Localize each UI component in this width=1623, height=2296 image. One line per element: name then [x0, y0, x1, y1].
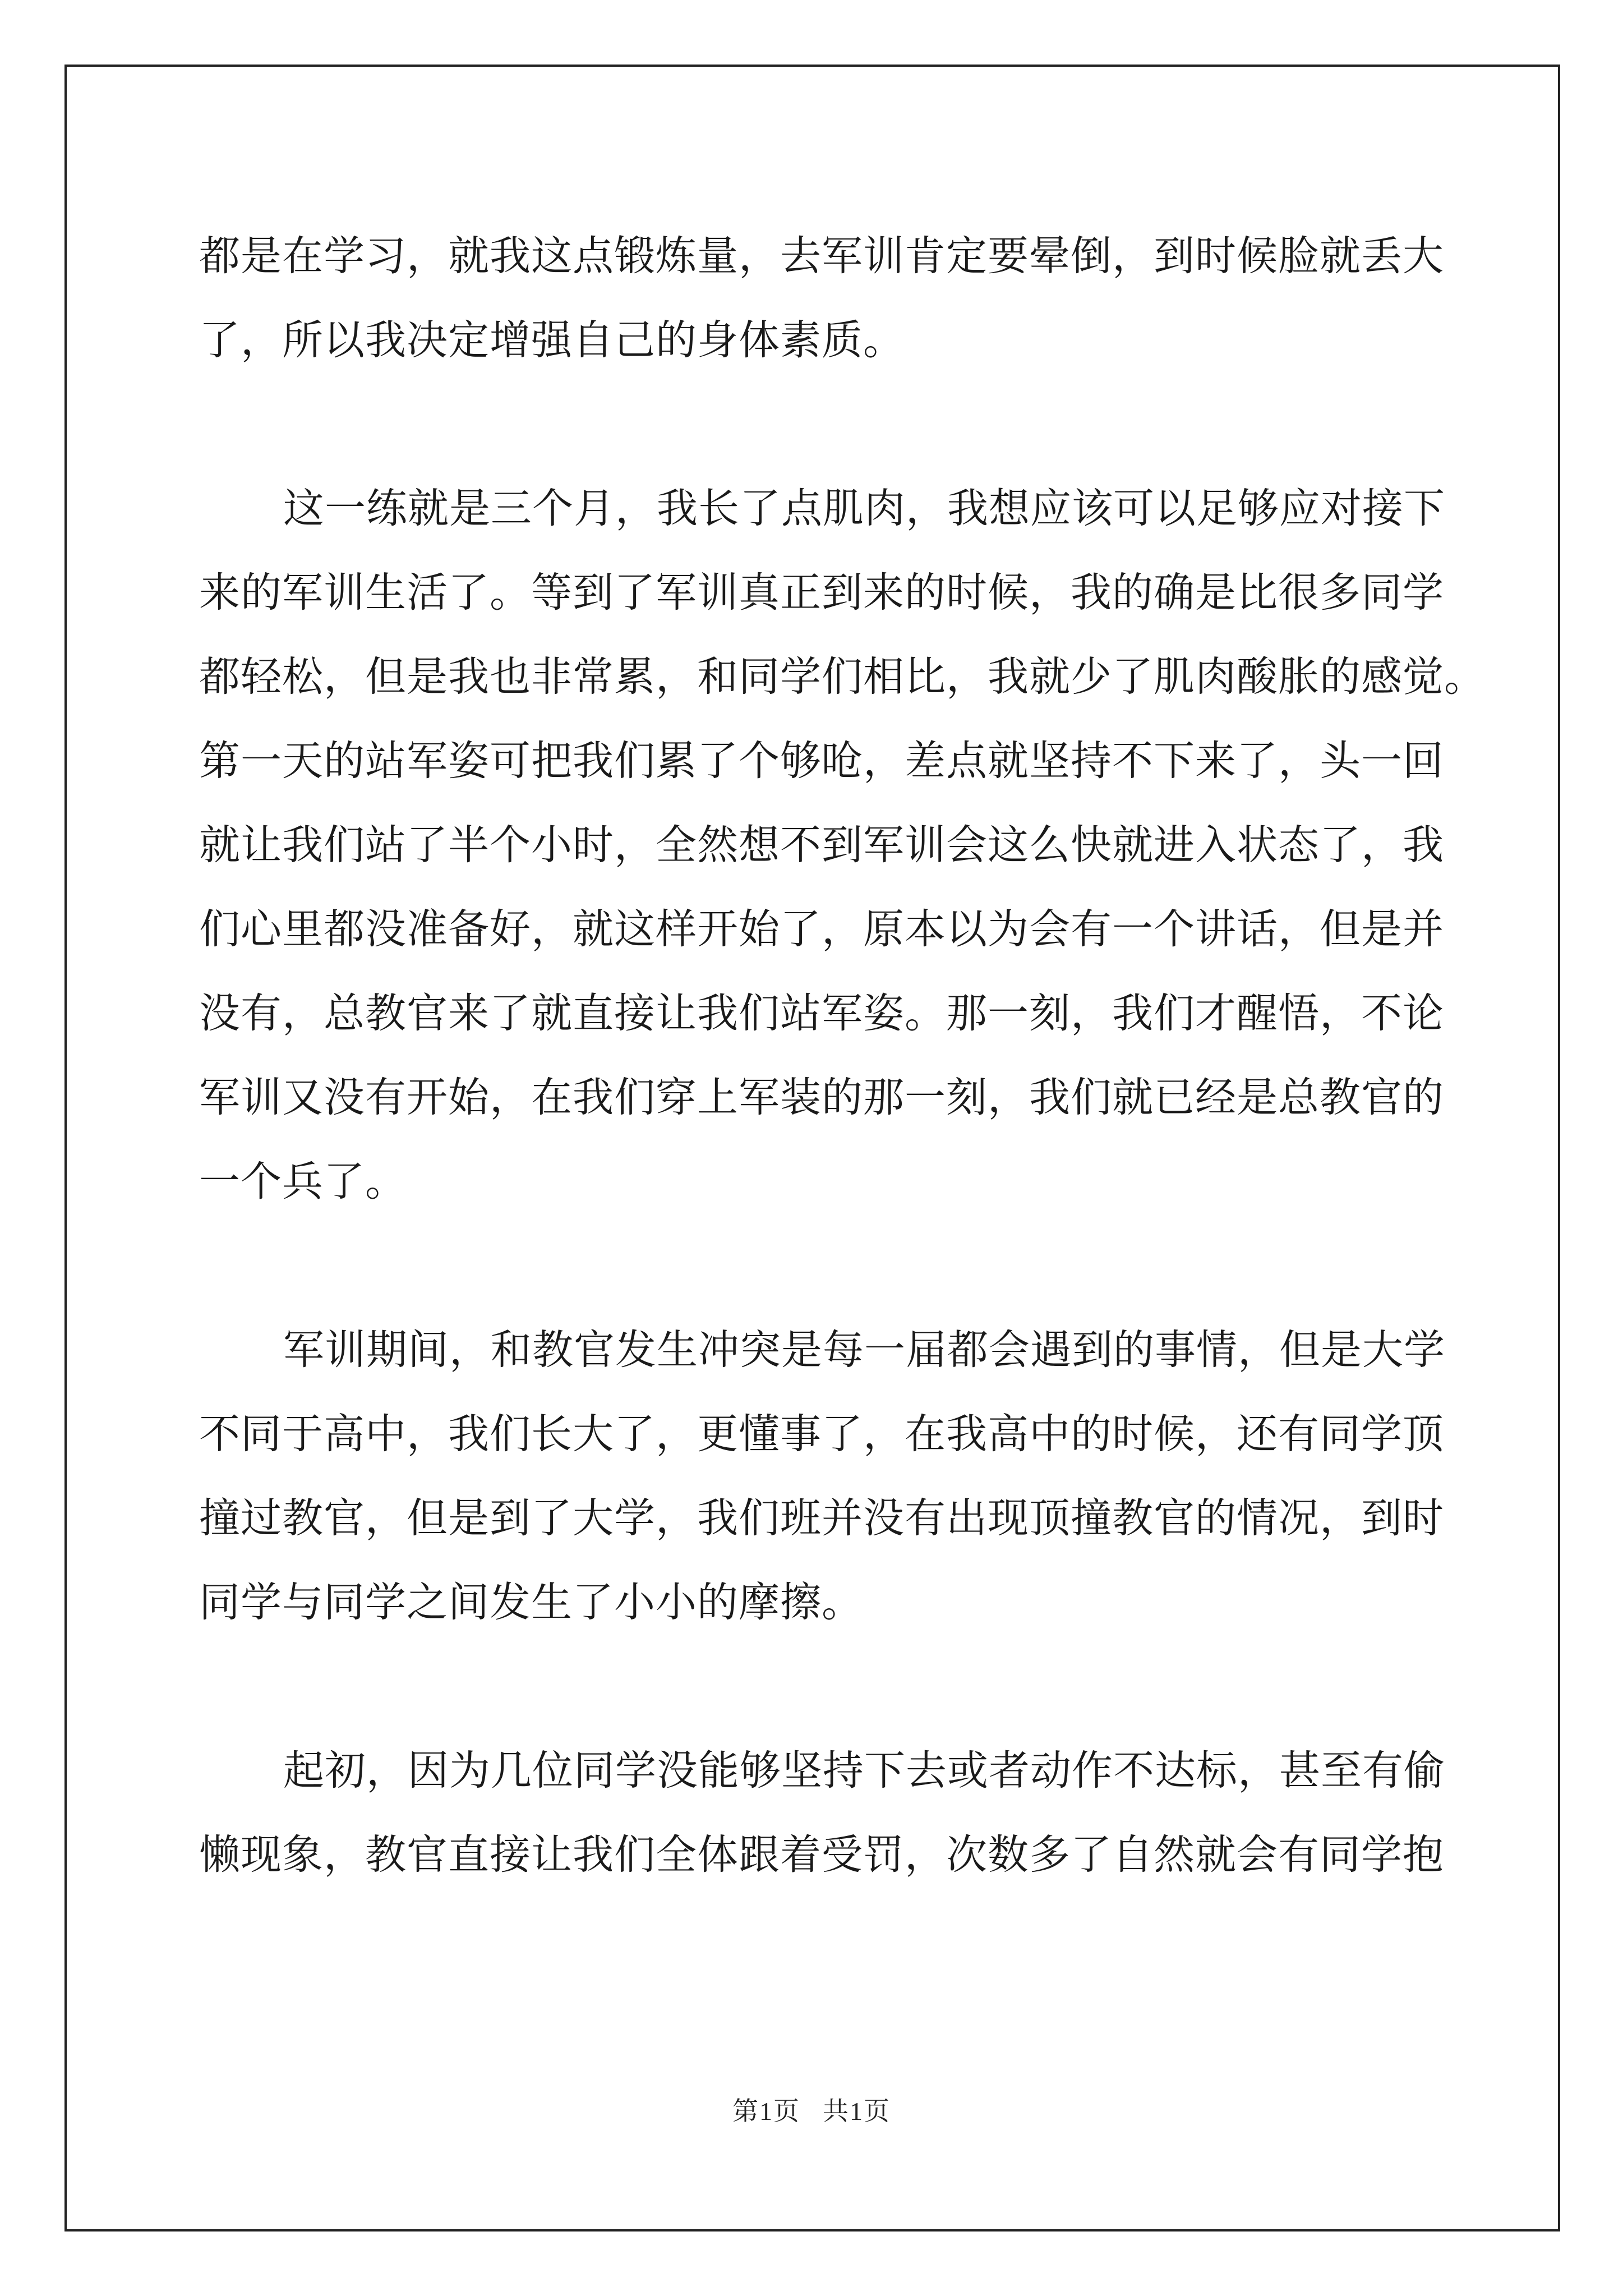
text-line: 一个兵了。	[199, 1158, 407, 1205]
text-line: 都轻松，但是我也非常累，和同学们相比，我就少了肌肉酸胀的感觉。	[199, 653, 1486, 701]
document-body	[199, 214, 1486, 1897]
page-footer	[0, 2091, 1623, 2128]
text-line: 撞过教官，但是到了大学，我们班并没有出现顶撞教官的情况，到时	[199, 1494, 1444, 1542]
paragraph-first-line: 这一练就是三个月，我长了点肌肉，我想应该可以足够应对接下	[283, 485, 1445, 532]
text-line: 同学与同学之间发生了小小的摩擦。	[199, 1579, 863, 1626]
text-line: 都是在学习，就我这点锻炼量，去军训肯定要晕倒，到时候脸就丢大	[199, 232, 1444, 280]
text-line: 军训又没有开始，在我们穿上军装的那一刻，我们就已经是总教官的	[199, 1074, 1444, 1121]
text-line: 没有，总教官来了就直接让我们站军姿。那一刻，我们才醒悟，不论	[199, 990, 1444, 1037]
paragraph-first-line: 起初，因为几位同学没能够坚持下去或者动作不达标，甚至有偷	[283, 1747, 1445, 1795]
text-line: 来的军训生活了。等到了军训真正到来的时候，我的确是比很多同学	[199, 569, 1444, 616]
text-line: 懒现象，教官直接让我们全体跟着受罚，次数多了自然就会有同学抱	[199, 1831, 1444, 1879]
page-total: 共1页	[823, 2097, 891, 2125]
text-line: 们心里都没准备好，就这样开始了，原本以为会有一个讲话，但是并	[199, 905, 1444, 953]
page-number: 第1页	[732, 2097, 800, 2125]
text-line: 了，所以我决定增强自己的身体素质。	[199, 316, 905, 364]
text-line: 不同于高中，我们长大了，更懂事了，在我高中的时候，还有同学顶	[199, 1410, 1444, 1458]
text-line: 第一天的站军姿可把我们累了个够呛，差点就坚持不下来了，头一回	[199, 737, 1444, 785]
paragraph-first-line: 军训期间，和教官发生冲突是每一届都会遇到的事情，但是大学	[283, 1326, 1445, 1374]
text-line: 就让我们站了半个小时，全然想不到军训会这么快就进入状态了，我	[199, 821, 1444, 869]
